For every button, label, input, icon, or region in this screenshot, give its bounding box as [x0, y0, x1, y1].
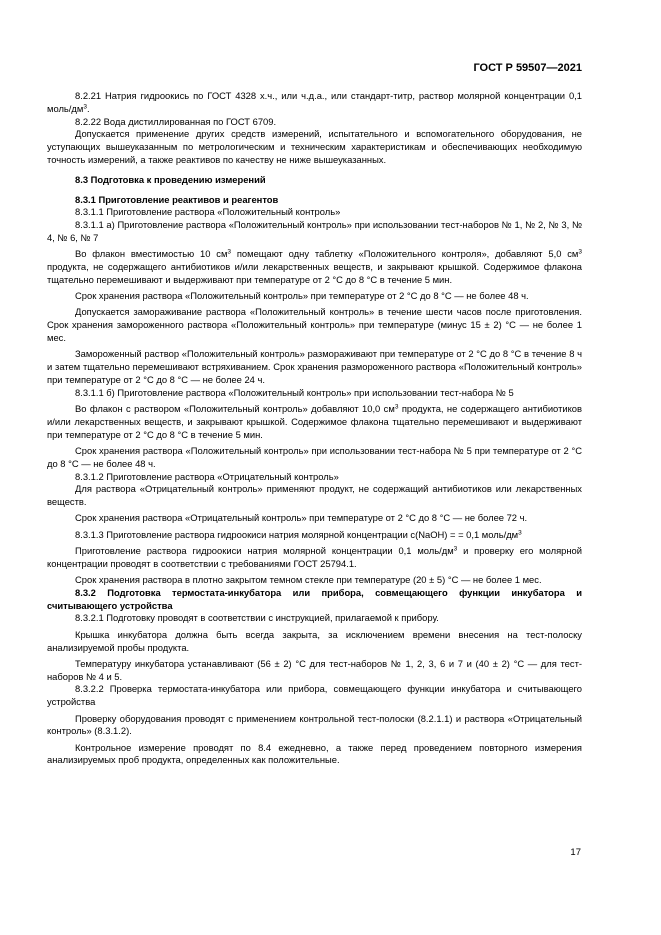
paragraph: Во флакон вместимостью 10 $см^3$ помещают одну таблетку «Положительного контроля», добавляют 5,0 $см^3$ продукта, не содержащего антибиотиков и/или лекарственных веществ, и закрывают крышкой. Содержимое флакона тщательно перемешивают и выдерживают при температуре от 2 °С до 8 °С в течение 5 мин. — [47, 248, 582, 285]
subsection-heading: 8.3.2 Подготовка термостата-инкубатора или прибора, совмещающего функции инкубатора и считывающего устройства — [47, 586, 582, 611]
paragraph: Для раствора «Отрицательный контроль» применяют продукт, не содержащий антибиотиков или лекарственных веществ. — [47, 483, 582, 508]
paragraph: Срок хранения раствора «Положительный контроль» при использовании тест-набора № 5 при температуре от 2 °С до 8 °С — не более 48 ч. — [47, 444, 582, 469]
paragraph: Замороженный раствор «Положительный контроль» размораживают при температуре от 2 °С до 8 °С в течение 8 ч и затем тщательно перемешивают встряхиванием. Срок хранения размороженного раствора «Положительный контроль» при температуре от 2 °С до 8 °С — не более 24 ч. — [47, 348, 582, 385]
paragraph: 8.3.1.2 Приготовление раствора «Отрицательный контроль» — [75, 470, 339, 482]
subsection-heading: 8.3.1 Приготовление реактивов и реагентов — [75, 193, 279, 205]
document-header: ГОСТ Р 59507—2021 — [473, 62, 582, 74]
paragraph: 8.3.1.1 а) Приготовление раствора «Положительный контроль» при использовании тест-наборов № 1, № 2, № 3, № 4, № 6, № 7 — [47, 219, 582, 243]
paragraph: Срок хранения раствора «Отрицательный контроль» при температуре от 2 °С до 8 °С — не более 72 ч. — [75, 512, 528, 524]
paragraph: 8.3.2.2 Проверка термостата-инкубатора или прибора, совмещающего функции инкубатора и считывающего устройства — [47, 683, 582, 708]
paragraph: Во флакон с раствором «Положительный контроль» добавляют 10,0 $см^3$ продукта, не содержащего антибиотиков и/или лекарственных веществ, и закрывают крышкой. Содержимое флакона тщательно перемешивают и выдерживают при температуре от 2 °С до 8 °С в течение 5 мин. — [47, 403, 582, 440]
paragraph: 8.3.1.1 Приготовление раствора «Положительный контроль» — [75, 206, 341, 218]
paragraph: Контрольное измерение проводят по 8.4 ежедневно, а также перед проведением повторного измерения анализируемых проб продукта, определенных как положительные. — [47, 741, 582, 766]
paragraph: 8.3.1.1 б) Приготовление раствора «Положительный контроль» при использовании тест-набора № 5 — [75, 386, 514, 398]
paragraph: Температуру инкубатора устанавливают (56 ± 2) °С для тест-наборов № 1, 2, 3, 6 и 7 и (40 ± 2) °С — для тест-наборов № 4 и 5. — [47, 657, 582, 682]
page-number: 17 — [570, 847, 581, 858]
document-body — [47, 90, 582, 767]
paragraph: Срок хранения раствора «Положительный контроль» при температуре от 2 °С до 8 °С — не более 48 ч. — [75, 290, 529, 302]
paragraph: Допускается применение других средств измерений, испытательного и вспомогательного оборудования, не уступающих вышеуказанным по метрологическим и техническим характеристикам и обеспечивающих необходимую точность измерений, а также реактивов по качеству не ниже вышеуказанных. — [47, 128, 582, 165]
paragraph: 8.2.22 Вода дистиллированная по ГОСТ 6709. — [75, 115, 277, 127]
paragraph: 8.2.21 Натрия гидроокись по ГОСТ 4328 х.ч., или ч.д.а., или стандарт-титр, раствор молярной концентрации 0,1 моль/$дм^3$. — [47, 90, 582, 114]
section-heading: 8.3 Подготовка к проведению измерений — [75, 173, 266, 185]
paragraph: 8.3.2.1 Подготовку проводят в соответствии с инструкцией, прилагаемой к прибору. — [75, 612, 439, 624]
paragraph: 8.3.1.3 Приготовление раствора гидроокиси натрия молярной концентрации c(NaOH) = = 0,1 моль/$дм^3$ — [75, 528, 522, 540]
paragraph: Допускается замораживание раствора «Положительный контроль» в течение шести часов после приготовления. Срок хранения замороженного раствора «Положительный контроль» при температуре (минус 15 ± 2) °С — не более 1 мес. — [47, 306, 582, 344]
paragraph: Крышка инкубатора должна быть всегда закрыта, за исключением времени внесения на тест-полоску анализируемой пробы продукта. — [47, 628, 582, 653]
paragraph: Проверку оборудования проводят с применением контрольной тест-полоски (8.2.1.1) и раствора «Отрицательный контроль» (8.3.1.2). — [47, 712, 582, 737]
paragraph: Приготовление раствора гидроокиси натрия молярной концентрации 0,1 моль/$дм^3$ и проверку его молярной концентрации проводят в соответствии с требованиями ГОСТ 25794.1. — [47, 545, 583, 569]
paragraph: Срок хранения раствора в плотно закрытом темном стекле при температуре (20 ± 5) °С — не более 1 мес. — [75, 574, 542, 586]
